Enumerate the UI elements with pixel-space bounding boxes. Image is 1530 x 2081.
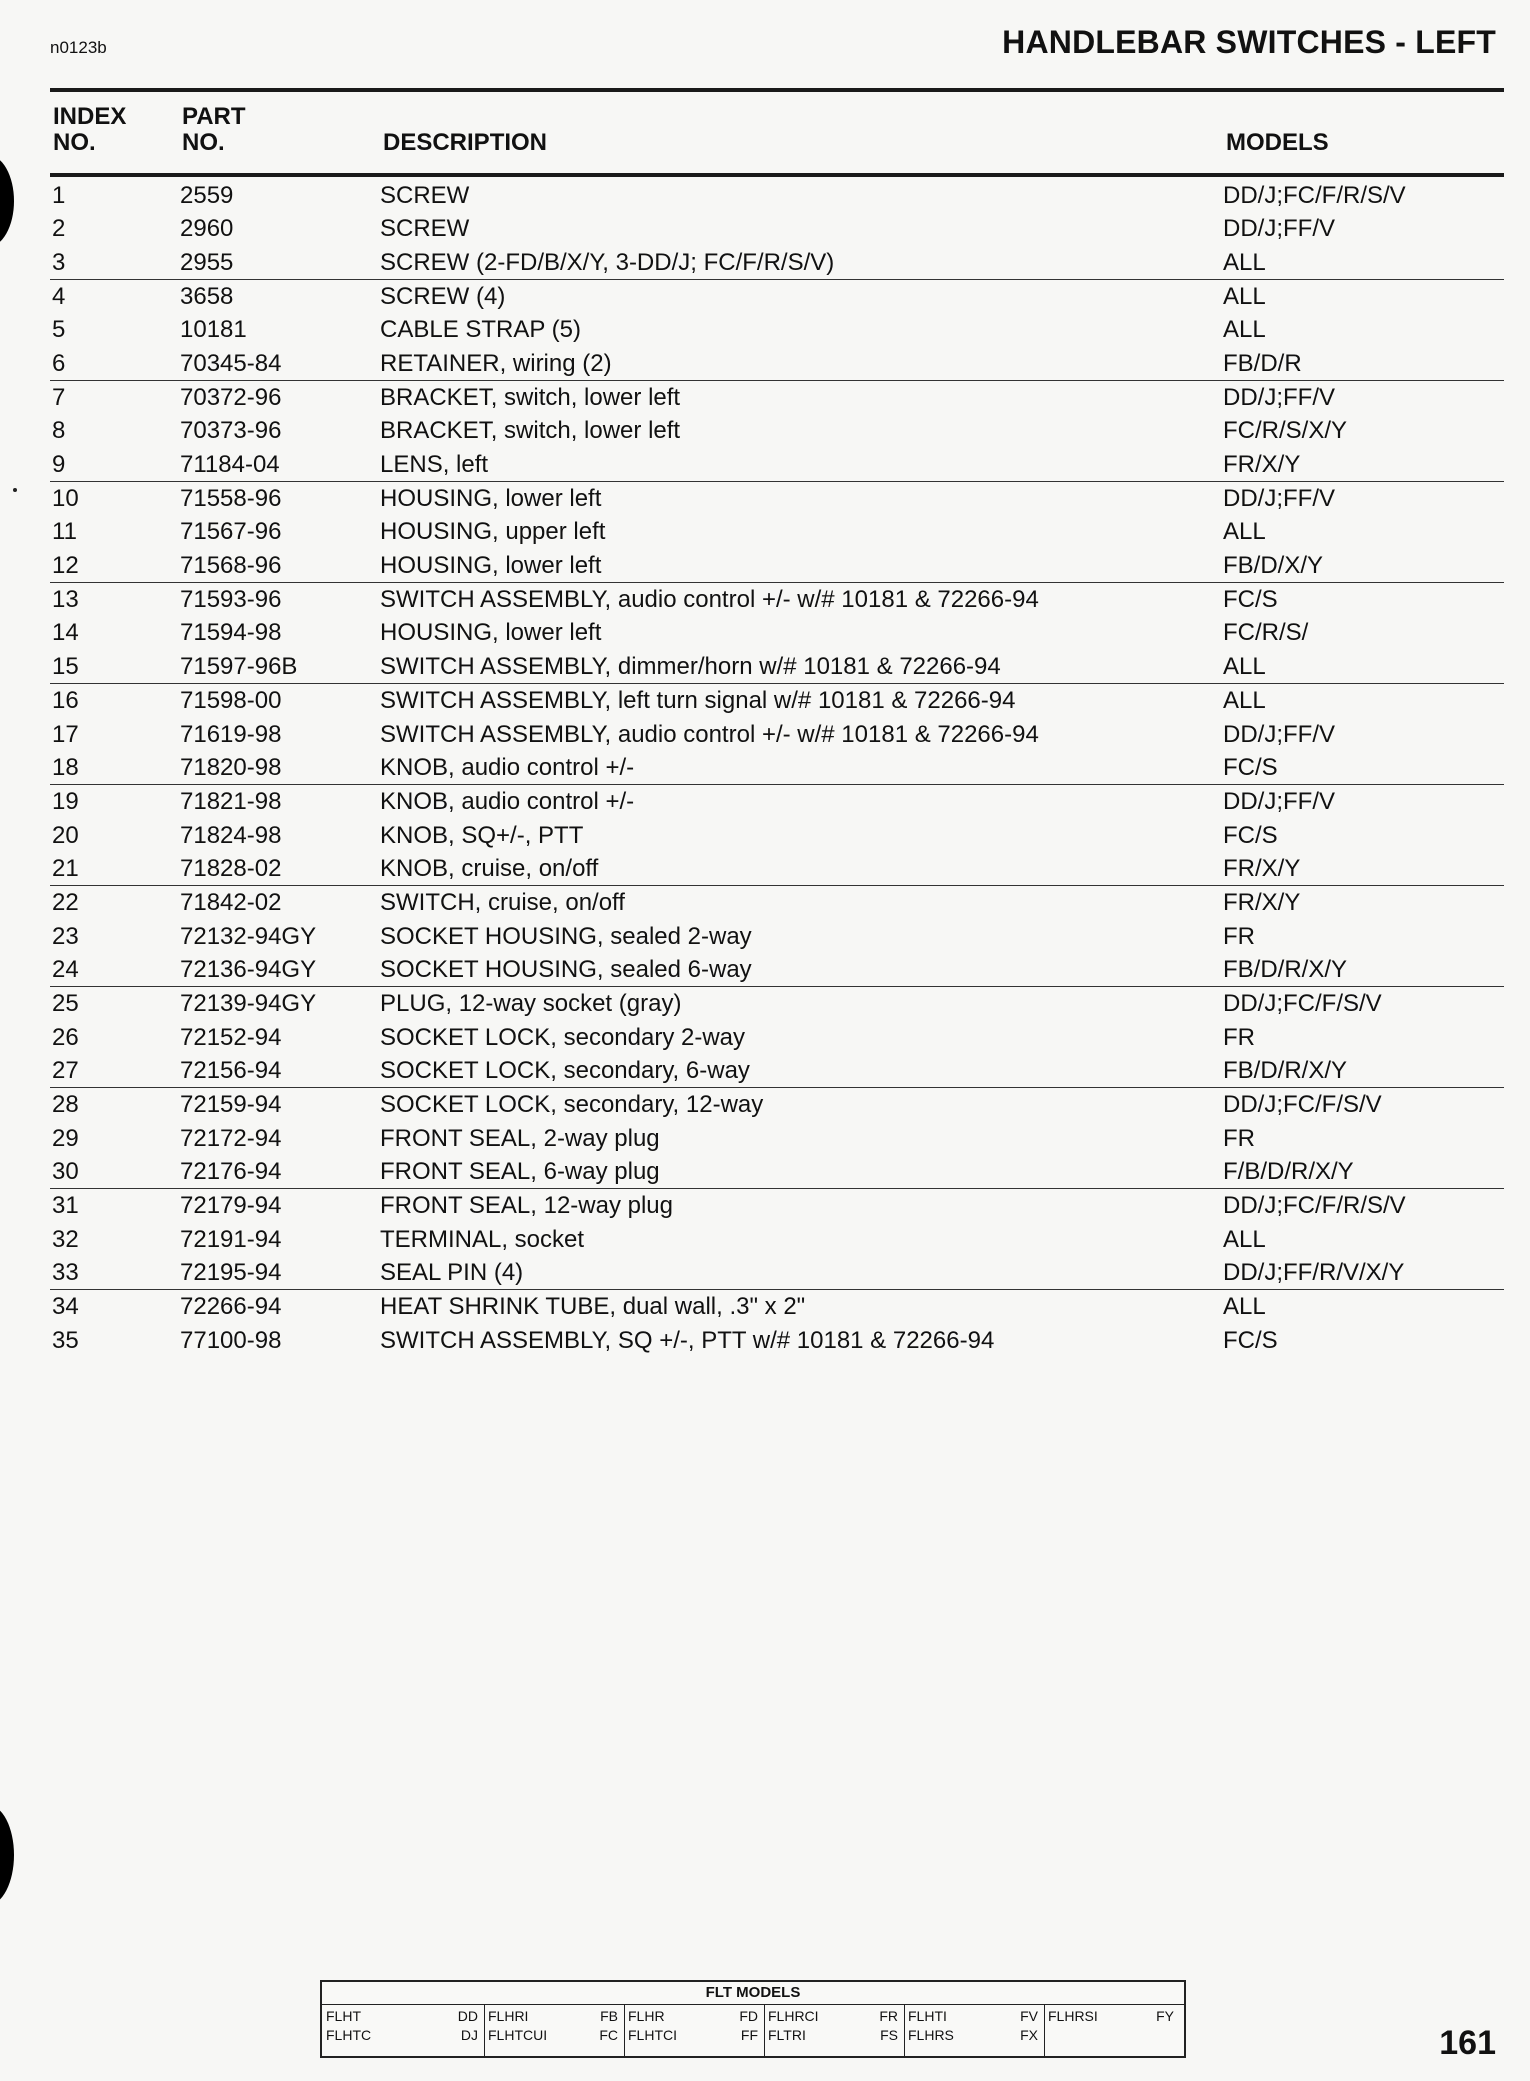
table-row — [50, 784, 1504, 818]
part-number-cell: 71820-98 — [180, 753, 282, 781]
table-row — [50, 179, 1504, 212]
index-cell: 18 — [52, 753, 79, 781]
models-cell: FB/D/R/X/Y — [1223, 1056, 1348, 1084]
description-cell: SWITCH ASSEMBLY, left turn signal w/# 10181 & 72266-94 — [380, 687, 1016, 715]
description-cell: SWITCH, cruise, on/off — [380, 889, 625, 917]
table-row — [50, 380, 1504, 414]
models-cell: FB/D/R/X/Y — [1223, 955, 1348, 983]
column-header-description: DESCRIPTION — [383, 129, 548, 156]
parts-table — [50, 179, 1504, 1357]
part-number-cell: 72132-94GY — [180, 922, 317, 950]
flt-model-code: FR — [879, 2008, 898, 2024]
title-rule — [50, 88, 1504, 92]
description-cell: KNOB, audio control +/- — [380, 788, 635, 816]
table-row — [50, 1188, 1504, 1222]
models-cell: FR/X/Y — [1223, 854, 1301, 882]
flt-model-name: FLHTCI — [628, 2027, 677, 2043]
part-number-cell: 71184-04 — [180, 450, 280, 478]
part-number-cell: 71619-98 — [180, 720, 282, 748]
index-cell: 16 — [52, 687, 79, 715]
description-cell: KNOB, SQ+/-, PTT — [380, 821, 584, 849]
flt-models-cell — [624, 2005, 765, 2056]
models-cell: ALL — [1223, 687, 1266, 715]
table-row — [50, 751, 1504, 784]
table-row — [50, 246, 1504, 279]
flt-model-code: FX — [1020, 2027, 1038, 2043]
table-row — [50, 515, 1504, 548]
models-cell: FB/D/R — [1223, 349, 1302, 377]
flt-model-name: FLHRI — [488, 2008, 529, 2024]
index-cell: 28 — [52, 1091, 79, 1119]
flt-model-code: FS — [880, 2027, 898, 2043]
models-cell: DD/J;FF/V — [1223, 384, 1335, 412]
flt-model-name: FLHTCUI — [488, 2027, 548, 2043]
index-cell: 26 — [52, 1023, 79, 1051]
index-cell: 11 — [52, 518, 77, 546]
description-cell: RETAINER, wiring (2) — [380, 349, 612, 377]
part-number-cell: 72156-94 — [180, 1056, 282, 1084]
models-cell: ALL — [1223, 1293, 1266, 1321]
models-cell: FC/R/S/X/Y — [1223, 417, 1348, 445]
table-row — [50, 1289, 1504, 1323]
description-cell: SWITCH ASSEMBLY, SQ +/-, PTT w/# 10181 & 72266-94 — [380, 1326, 995, 1354]
flt-model-code: FC — [599, 2027, 618, 2043]
index-cell: 32 — [52, 1225, 79, 1253]
part-number-cell: 72139-94GY — [180, 990, 317, 1018]
table-row — [50, 1324, 1504, 1357]
flt-models-cell — [484, 2005, 625, 2056]
description-cell: HOUSING, upper left — [380, 518, 606, 546]
flt-model-code: FV — [1020, 2008, 1038, 2024]
index-cell: 21 — [52, 854, 79, 882]
part-number-cell: 71842-02 — [180, 889, 282, 917]
table-row — [50, 414, 1504, 447]
index-cell: 30 — [52, 1157, 79, 1185]
description-cell: KNOB, cruise, on/off — [380, 854, 599, 882]
part-number-cell: 10181 — [180, 316, 247, 344]
flt-model-code: FB — [600, 2008, 618, 2024]
binder-hole-top — [0, 155, 14, 247]
binder-hole-bottom — [0, 1805, 14, 1905]
flt-models-cell — [322, 2005, 485, 2056]
models-cell: FC/S — [1223, 821, 1278, 849]
flt-model-name: FLTRI — [768, 2027, 806, 2043]
index-cell: 13 — [52, 586, 79, 614]
table-row — [50, 1155, 1504, 1188]
flt-models-cell — [1044, 2005, 1180, 2056]
index-cell: 27 — [52, 1056, 79, 1084]
models-cell: ALL — [1223, 248, 1266, 276]
table-row — [50, 1054, 1504, 1087]
description-cell: FRONT SEAL, 2-way plug — [380, 1124, 660, 1152]
description-cell: BRACKET, switch, lower left — [380, 417, 681, 445]
part-number-cell: 71821-98 — [180, 788, 282, 816]
index-cell: 24 — [52, 955, 79, 983]
scan-speck — [13, 488, 17, 492]
description-cell: SWITCH ASSEMBLY, audio control +/- w/# 10181 & 72266-94 — [380, 720, 1039, 748]
table-row — [50, 549, 1504, 582]
description-cell: SOCKET HOUSING, sealed 6-way — [380, 955, 752, 983]
description-cell: SCREW — [380, 215, 470, 243]
flt-models-cell — [764, 2005, 905, 2056]
description-cell: LENS, left — [380, 450, 489, 478]
index-cell: 10 — [52, 485, 79, 513]
part-number-cell: 72191-94 — [180, 1225, 282, 1253]
models-cell: DD/J;FC/F/S/V — [1223, 990, 1382, 1018]
part-number-cell: 71824-98 — [180, 821, 282, 849]
models-cell: DD/J;FC/F/R/S/V — [1223, 1192, 1406, 1220]
table-row — [50, 650, 1504, 683]
flt-model-name: FLHT — [326, 2008, 361, 2024]
table-row — [50, 616, 1504, 649]
models-cell: FB/D/X/Y — [1223, 551, 1324, 579]
table-row — [50, 683, 1504, 717]
table-row — [50, 212, 1504, 245]
index-cell: 23 — [52, 922, 79, 950]
table-row — [50, 1087, 1504, 1121]
table-row — [50, 279, 1504, 313]
description-cell: SWITCH ASSEMBLY, audio control +/- w/# 10181 & 72266-94 — [380, 586, 1039, 614]
part-number-cell: 70372-96 — [180, 384, 282, 412]
index-cell: 15 — [52, 652, 79, 680]
models-cell: FR — [1223, 1124, 1255, 1152]
index-cell: 20 — [52, 821, 79, 849]
description-cell: SOCKET LOCK, secondary, 6-way — [380, 1056, 750, 1084]
models-cell: ALL — [1223, 1225, 1266, 1253]
table-row — [50, 920, 1504, 953]
index-cell: 2 — [52, 215, 66, 243]
description-cell: FRONT SEAL, 12-way plug — [380, 1192, 674, 1220]
flt-models-key — [320, 1980, 1186, 2058]
index-cell: 8 — [52, 417, 66, 445]
description-cell: SCREW (4) — [380, 283, 506, 311]
part-number-cell: 71598-00 — [180, 687, 282, 715]
part-number-cell: 71558-96 — [180, 485, 282, 513]
index-cell: 6 — [52, 349, 66, 377]
index-cell: 14 — [52, 619, 79, 647]
models-cell: FC/R/S/ — [1223, 619, 1309, 647]
models-cell: FR/X/Y — [1223, 450, 1301, 478]
index-cell: 5 — [52, 316, 66, 344]
page-title: HANDLEBAR SWITCHES - LEFT — [1002, 24, 1496, 60]
models-cell: DD/J;FF/V — [1223, 215, 1335, 243]
description-cell: SEAL PIN (4) — [380, 1259, 524, 1286]
page-code: n0123b — [50, 38, 107, 57]
part-number-cell: 72195-94 — [180, 1259, 282, 1286]
models-cell: FC/S — [1223, 753, 1278, 781]
part-number-cell: 2559 — [180, 182, 234, 209]
index-cell: 4 — [52, 283, 66, 311]
header-rule — [50, 173, 1504, 177]
flt-model-name: FLHTC — [326, 2027, 372, 2043]
models-cell: ALL — [1223, 518, 1266, 546]
index-cell: 22 — [52, 889, 79, 917]
index-cell: 35 — [52, 1326, 79, 1354]
flt-model-name: FLHTI — [908, 2008, 947, 2024]
models-cell: FR — [1223, 922, 1255, 950]
models-cell: ALL — [1223, 652, 1266, 680]
part-number-cell: 71594-98 — [180, 619, 282, 647]
flt-models-title: FLT MODELS — [705, 1984, 801, 2001]
models-cell: DD/J;FC/F/S/V — [1223, 1091, 1382, 1119]
description-cell: HEAT SHRINK TUBE, dual wall, .3" x 2" — [380, 1293, 806, 1321]
description-cell: HOUSING, lower left — [380, 619, 602, 647]
flt-model-name: FLHRCI — [768, 2008, 819, 2024]
flt-model-code: DD — [457, 2008, 478, 2024]
table-row — [50, 481, 1504, 515]
models-cell: DD/J;FF/V — [1223, 788, 1335, 816]
models-cell: DD/J;FC/F/R/S/V — [1223, 182, 1406, 209]
flt-models-cell — [904, 2005, 1045, 2056]
flt-model-name: FLHRS — [908, 2027, 954, 2043]
description-cell: SCREW (2-FD/B/X/Y, 3-DD/J; FC/F/R/S/V) — [380, 248, 835, 276]
table-row — [50, 819, 1504, 852]
flt-model-code: FD — [739, 2008, 758, 2024]
part-number-cell: 70345-84 — [180, 349, 282, 377]
table-row — [50, 582, 1504, 616]
table-row — [50, 1223, 1504, 1256]
description-cell: SOCKET HOUSING, sealed 2-way — [380, 922, 752, 950]
part-number-cell: 72176-94 — [180, 1157, 282, 1185]
description-cell: CABLE STRAP (5) — [380, 316, 581, 344]
table-row — [50, 347, 1504, 380]
index-cell: 3 — [52, 248, 66, 276]
index-cell: 7 — [52, 384, 66, 412]
flt-model-name: FLHRSI — [1048, 2008, 1098, 2024]
table-row — [50, 986, 1504, 1020]
models-cell: DD/J;FF/V — [1223, 485, 1335, 513]
page-number: 161 — [1439, 2024, 1496, 2062]
part-number-cell: 72159-94 — [180, 1091, 282, 1119]
part-number-cell: 71593-96 — [180, 586, 282, 614]
flt-model-code: FY — [1156, 2008, 1174, 2024]
part-number-cell: 72172-94 — [180, 1124, 282, 1152]
part-number-cell: 72179-94 — [180, 1192, 282, 1220]
models-cell: FC/S — [1223, 586, 1278, 614]
table-row — [50, 953, 1504, 986]
part-number-cell: 70373-96 — [180, 417, 282, 445]
part-number-cell: 72152-94 — [180, 1023, 282, 1051]
description-cell: PLUG, 12-way socket (gray) — [380, 990, 682, 1018]
table-row — [50, 1256, 1504, 1289]
part-number-cell: 72136-94GY — [180, 955, 317, 983]
flt-model-code: DJ — [460, 2027, 478, 2043]
index-cell: 9 — [52, 450, 66, 478]
part-number-cell: 72266-94 — [180, 1293, 282, 1321]
part-number-cell: 71597-96B — [180, 652, 298, 680]
table-row — [50, 718, 1504, 751]
description-cell: TERMINAL, socket — [380, 1225, 585, 1253]
flt-model-code: FF — [740, 2027, 758, 2043]
models-cell: F/B/D/R/X/Y — [1223, 1157, 1354, 1185]
column-header-index: INDEX NO. — [53, 103, 127, 156]
models-cell: DD/J;FF/V — [1223, 720, 1335, 748]
column-header-models: MODELS — [1226, 129, 1329, 156]
index-cell: 19 — [52, 788, 79, 816]
part-number-cell: 71567-96 — [180, 518, 282, 546]
part-number-cell: 71568-96 — [180, 551, 282, 579]
models-cell: ALL — [1223, 283, 1266, 311]
description-cell: HOUSING, lower left — [380, 551, 602, 579]
table-row — [50, 885, 1504, 919]
description-cell: SCREW — [380, 182, 470, 209]
models-cell: FC/S — [1223, 1326, 1278, 1354]
description-cell: HOUSING, lower left — [380, 485, 602, 513]
flt-model-name: FLHR — [628, 2008, 665, 2024]
index-cell: 12 — [52, 551, 79, 579]
index-cell: 33 — [52, 1259, 79, 1286]
index-cell: 29 — [52, 1124, 79, 1152]
table-row — [50, 313, 1504, 346]
table-row — [50, 852, 1504, 885]
index-cell: 17 — [52, 720, 79, 748]
part-number-cell: 77100-98 — [180, 1326, 282, 1354]
part-number-cell: 2955 — [180, 248, 234, 276]
index-cell: 25 — [52, 990, 79, 1018]
table-row — [50, 1021, 1504, 1054]
part-number-cell: 2960 — [180, 215, 234, 243]
description-cell: SOCKET LOCK, secondary, 12-way — [380, 1091, 764, 1119]
table-row — [50, 448, 1504, 481]
models-cell: FR/X/Y — [1223, 889, 1301, 917]
column-header-part: PART NO. — [182, 103, 246, 156]
description-cell: KNOB, audio control +/- — [380, 753, 635, 781]
description-cell: SWITCH ASSEMBLY, dimmer/horn w/# 10181 & 72266-94 — [380, 652, 1001, 680]
description-cell: BRACKET, switch, lower left — [380, 384, 681, 412]
index-cell: 31 — [52, 1192, 79, 1220]
models-cell: ALL — [1223, 316, 1266, 344]
index-cell: 34 — [52, 1293, 79, 1321]
part-number-cell: 3658 — [180, 283, 234, 311]
description-cell: SOCKET LOCK, secondary 2-way — [380, 1023, 746, 1051]
part-number-cell: 71828-02 — [180, 854, 282, 882]
description-cell: FRONT SEAL, 6-way plug — [380, 1157, 660, 1185]
models-cell: DD/J;FF/R/V/X/Y — [1223, 1259, 1405, 1286]
models-cell: FR — [1223, 1023, 1255, 1051]
table-row — [50, 1122, 1504, 1155]
index-cell: 1 — [52, 182, 66, 209]
